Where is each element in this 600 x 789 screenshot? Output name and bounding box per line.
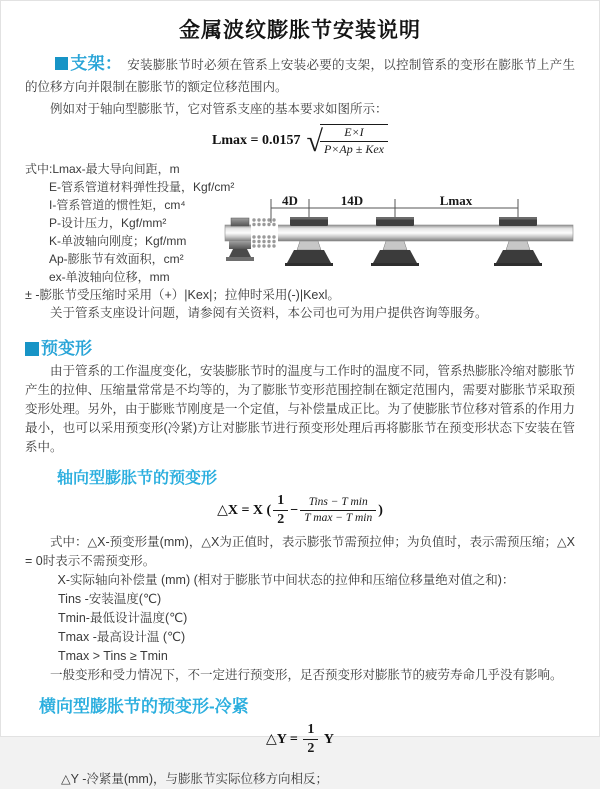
lateral-formula-lhs: △Y = [266,731,298,747]
temp-fraction-denominator: T max − T min [300,510,376,526]
lateral-predeform-formula [1,721,599,758]
guide-support [285,217,333,266]
variable-definition: 式中:Lmax-最大导向间距，m [25,162,180,177]
dim-label-14d: 14D [340,193,364,209]
axial-subheading: 轴向型膨胀节的预变形 [57,470,218,488]
temp-definition: Tmax -最高设计温 (℃) [58,629,186,644]
lateral-note-text: △Y -冷紧量(mm)，与膨胀节实际位移方向相反； [61,772,329,787]
lmax-formula-lhs: Lmax = 0.0157 [212,132,301,148]
half-numerator: 1 [307,721,315,737]
half-denominator: 2 [303,739,318,758]
temp-fraction-numerator: Tins − T min [308,496,368,509]
support-intro-text: 安装膨胀节时必须在管系上安装必要的支架，以控制管系的变形在膨胀节上产生的位移方向并限制在膨胀节的额定位移范围内。 [25,58,575,94]
sqrt-radical-icon: √ [306,124,323,158]
x-definition-text: X-实际轴向补偿量 (mm) (相对于膨胀节中间状态的拉伸和压缩位移量绝对值之和)： [57,572,515,587]
dim-label-4d: 4D [282,193,298,209]
plus-minus-note: ± -膨胀节受压缩时采用（+）|Kex|；拉伸时采用(-)|Kexl。 [25,288,340,303]
variable-definition: Ap-膨胀节有效面积，cm² [49,252,184,267]
lmax-formula-fraction [320,125,388,157]
temp-definition: Tmin-最低设计温度(℃) [58,610,188,625]
support-example-text: 例如对于轴向型膨胀节，它对管系支座的基本要求如图所示： [50,102,388,116]
predeform-section-heading [25,334,575,359]
variable-definition: E-管系管道材料弹性投量，Kgf/cm² [49,180,235,195]
support-section-heading [55,54,127,73]
variable-definition: K-单波轴向刚度；Kgf/mm [49,234,187,249]
guide-support [371,217,419,266]
temp-definition: Tmax > Tins ≥ Tmin [58,648,168,663]
lmax-formula [1,124,599,157]
lmax-formula-denominator: P×Ap ± Kex [320,141,388,158]
temp-definition: Tins -安装温度(℃) [58,591,162,606]
page-title: 金属波纹膨胀节安装说明 [179,19,421,42]
lateral-formula-rhs: Y [323,731,334,747]
axial-formula-close: ) [378,503,383,519]
one-half-fraction [273,492,288,529]
half-denominator: 2 [273,510,288,529]
predeform-body-text: 由于管系的工作温度变化，安装膨胀节时的温度与工作时的温度不同，管系热膨胀冷缩对膨胀节产生的拉伸、压缩量常常是不均等的，为了膨胀节变形范围控制在额定范围内，需要对膨胀节采取预变形处理。另外，由于膨账节刚度是一个定值，与补偿量成正比。为了使膨胀节位移对管系的作用力最小，也可以采用预变形(冷紧)方让对膨胀节进行预变形处理后再将膨胀节在预变形状态下安装在管系中。 [25,364,576,455]
pipe-support-diagram [223,194,575,290]
lateral-subheading: 横向型膨胀节的预变形-冷紧 [39,696,249,716]
axial-explain-text: 式中：△X-预变形量(mm)，△X为正值时，表示膨张节需预拉伸；为负值时，表示需预压缩；△X = 0时表示不需预变形。 [25,534,575,568]
variable-definition: I-管系管道的惯性矩，cm⁴ [49,198,186,213]
section-bullet-icon [55,57,68,70]
variable-definition: ex-单波轴向位移，mm [49,270,170,285]
minus-sign: − [290,503,299,519]
lmax-formula-numerator: E×I [344,125,364,139]
consult-note: 关于管系支座设计问题，请参阅有关资料，本公司也可为用户提供咨询等服务。 [50,306,488,321]
half-numerator: 1 [277,493,285,509]
lmax-formula-root [320,124,388,157]
support-paragraph [25,53,575,98]
variable-definition: P-设计压力，Kgf/mm² [49,216,167,231]
temperature-fraction [300,495,376,526]
predeform-heading-label: 预变形 [41,339,92,359]
axial-note-text: 一般变形和受力情况下，不一定进行预变形，足否预变形对膨胀节的疲劳寿命几乎没有影响。 [50,667,563,682]
variables-and-diagram [25,160,575,286]
section-bullet-icon [25,342,39,356]
one-half-fraction [303,721,318,758]
guide-support [494,217,542,266]
axial-formula-lhs: △X = X ( [217,503,272,519]
support-heading-label: 支架： [70,54,123,73]
dim-label-lmax: Lmax [439,193,473,209]
axial-predeform-formula [1,492,599,529]
